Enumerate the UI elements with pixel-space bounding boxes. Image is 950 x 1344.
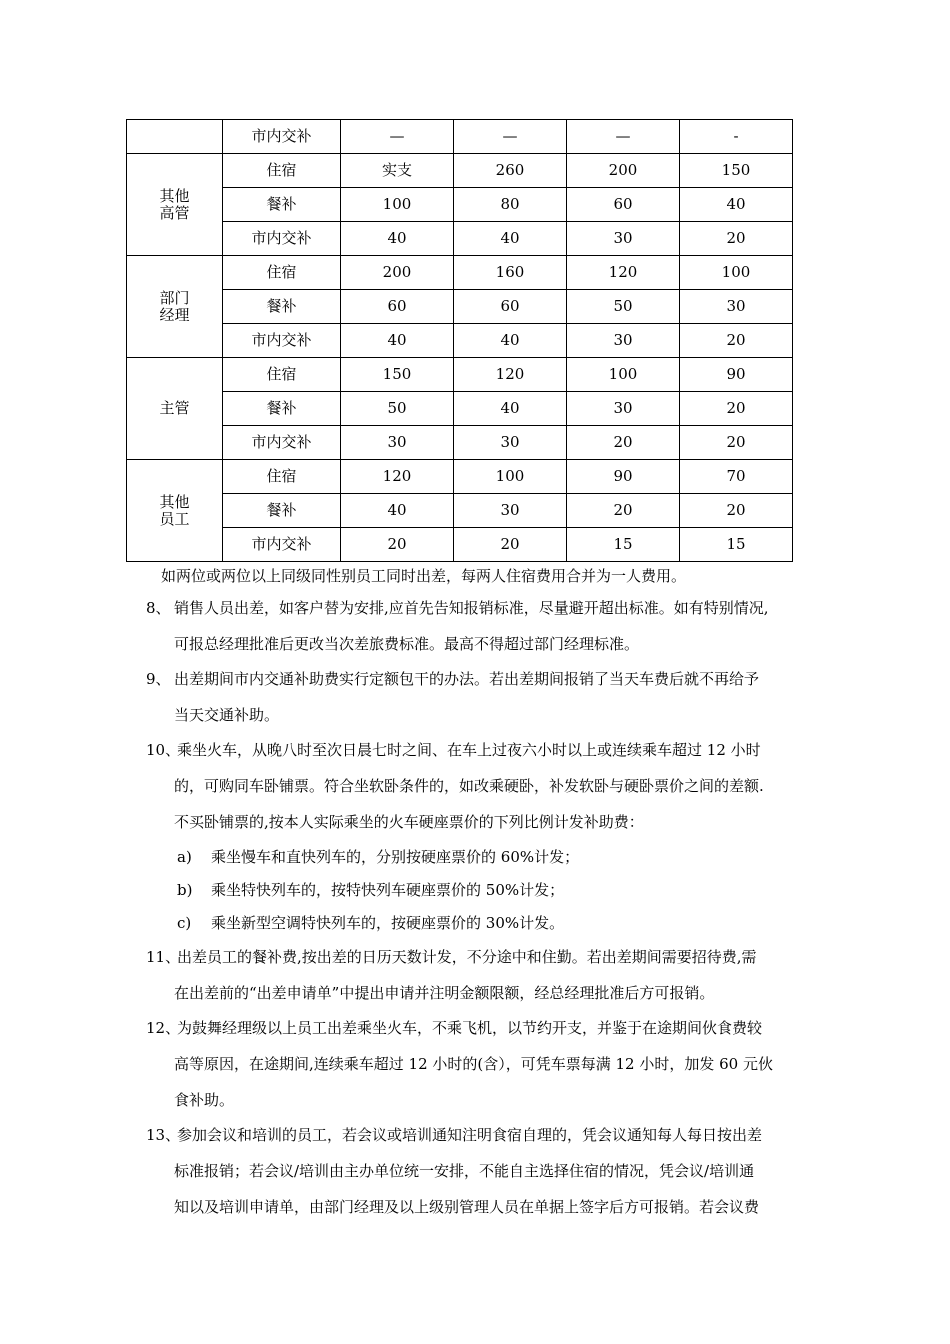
value-cell: 15 [680,528,793,562]
value-cell: 20 [567,426,680,460]
item-line: 知以及培训申请单，由部门经理及以上级别管理人员在单据上签字后方可报销。若会议费 [174,1198,760,1216]
value-cell: 40 [454,392,567,426]
table-row [127,324,793,358]
item-number: 9、 [146,670,171,688]
item-cell: 餐补 [223,290,341,324]
item-cell: 市内交补 [223,528,341,562]
value-cell: — [341,120,454,154]
value-cell: 120 [454,358,567,392]
table-row [127,154,793,188]
value-cell: 20 [680,494,793,528]
value-cell: 20 [680,222,793,256]
item-cell: 住宿 [223,154,341,188]
item-line: 当天交通补助。 [174,706,280,724]
item-line: 出差员工的餐补费,按出差的日历天数计发，不分途中和住勤。若出差期间需要招待费,需 [177,948,757,966]
table-row [127,188,793,222]
value-cell: 90 [567,460,680,494]
value-cell: 100 [567,358,680,392]
value-cell: — [454,120,567,154]
value-cell: 120 [567,256,680,290]
sub-item-number: c) [177,914,192,932]
item-line: 出差期间市内交通补助费实行定额包干的办法。若出差期间报销了当天车费后就不再给予 [174,670,760,688]
value-cell: 60 [454,290,567,324]
role-cell: 主管 [127,358,223,460]
sub-item-text: 乘坐特快列车的，按特快列车硬座票价的 50%计发； [211,881,565,899]
value-cell: 50 [567,290,680,324]
item-line: 的，可购同车卧铺票。符合坐软卧条件的，如改乘硬卧，补发软卧与硬卧票价之间的差额. [174,777,764,795]
value-cell: 20 [567,494,680,528]
sub-item-text: 乘坐慢车和直快列车的，分别按硬座票价的 60%计发； [211,848,580,866]
value-cell: 40 [341,494,454,528]
table-row [127,120,793,154]
value-cell: 40 [454,324,567,358]
value-cell: 15 [567,528,680,562]
value-cell: 20 [680,426,793,460]
table-row [127,222,793,256]
value-cell: 40 [454,222,567,256]
value-cell: 70 [680,460,793,494]
value-cell: 100 [454,460,567,494]
item-cell: 餐补 [223,188,341,222]
item-line: 在出差前的“出差申请单”中提出申请并注明金额限额，经总经理批准后方可报销。 [174,984,715,1002]
item-number: 10、 [146,741,181,759]
item-line: 不买卧铺票的,按本人实际乘坐的火车硬座票价的下列比例计发补助费： [174,813,644,831]
role-cell [127,120,223,154]
item-number: 8、 [146,599,171,617]
value-cell: 100 [680,256,793,290]
sub-item-text: 乘坐新型空调特快列车的，按硬座票价的 30%计发。 [211,914,565,932]
item-number: 13、 [146,1126,181,1144]
item-cell: 住宿 [223,358,341,392]
value-cell: 90 [680,358,793,392]
sub-item-number: b) [177,881,193,899]
value-cell: 150 [341,358,454,392]
table-row [127,290,793,324]
value-cell: — [567,120,680,154]
item-line: 标准报销；若会议/培训由主办单位统一安排，不能自主选择住宿的情况，凭会议/培训通 [174,1162,755,1180]
value-cell: 30 [341,426,454,460]
item-cell: 市内交补 [223,120,341,154]
value-cell: 120 [341,460,454,494]
item-cell: 市内交补 [223,222,341,256]
value-cell: 60 [341,290,454,324]
value-cell: 40 [341,324,454,358]
value-cell: 260 [454,154,567,188]
item-line: 高等原因，在途期间,连续乘车超过 12 小时的(含），可凭车票每满 12 小时，加发 60 元伙 [174,1055,773,1073]
value-cell: 100 [341,188,454,222]
value-cell: 80 [454,188,567,222]
value-cell: 30 [567,222,680,256]
value-cell: 20 [454,528,567,562]
value-cell: 200 [341,256,454,290]
value-cell: 30 [454,494,567,528]
value-cell: 40 [341,222,454,256]
item-line: 销售人员出差，如客户替为安排,应首先告知报销标准，尽量避开超出标准。如有特别情况, [174,599,769,617]
table-note: 如两位或两位以上同级同性别员工同时出差，每两人住宿费用合并为一人费用。 [161,567,687,585]
value-cell: 50 [341,392,454,426]
value-cell: 实支 [341,154,454,188]
table-row [127,528,793,562]
value-cell: 150 [680,154,793,188]
value-cell: 20 [680,324,793,358]
item-cell: 住宿 [223,460,341,494]
item-number: 12、 [146,1019,181,1037]
role-cell: 其他 高管 [127,154,223,256]
value-cell: - [680,120,793,154]
role-cell: 部门 经理 [127,256,223,358]
item-line: 乘坐火车，从晚八时至次日晨七时之间、在车上过夜六小时以上或连续乘车超过 12 小时 [177,741,761,759]
item-number: 11、 [146,948,181,966]
value-cell: 20 [341,528,454,562]
table-row [127,426,793,460]
item-line: 为鼓舞经理级以上员工出差乘坐火车，不乘飞机，以节约开支，并鉴于在途期间伙食费较 [177,1019,763,1037]
value-cell: 40 [680,188,793,222]
value-cell: 30 [680,290,793,324]
item-line: 参加会议和培训的员工，若会议或培训通知注明食宿自理的，凭会议通知每人每日按出差 [177,1126,763,1144]
table-row [127,460,793,494]
table-row [127,494,793,528]
value-cell: 30 [454,426,567,460]
item-cell: 市内交补 [223,324,341,358]
value-cell: 200 [567,154,680,188]
item-line: 可报总经理批准后更改当次差旅费标准。最高不得超过部门经理标准。 [174,635,640,653]
item-cell: 市内交补 [223,426,341,460]
item-line: 食补助。 [174,1091,235,1109]
item-cell: 住宿 [223,256,341,290]
item-cell: 餐补 [223,494,341,528]
item-cell: 餐补 [223,392,341,426]
table-row [127,358,793,392]
value-cell: 30 [567,392,680,426]
table-row [127,256,793,290]
value-cell: 160 [454,256,567,290]
role-cell: 其他 员工 [127,460,223,562]
value-cell: 30 [567,324,680,358]
value-cell: 20 [680,392,793,426]
allowance-table [126,119,793,562]
table-row [127,392,793,426]
sub-item-number: a) [177,848,192,866]
value-cell: 60 [567,188,680,222]
